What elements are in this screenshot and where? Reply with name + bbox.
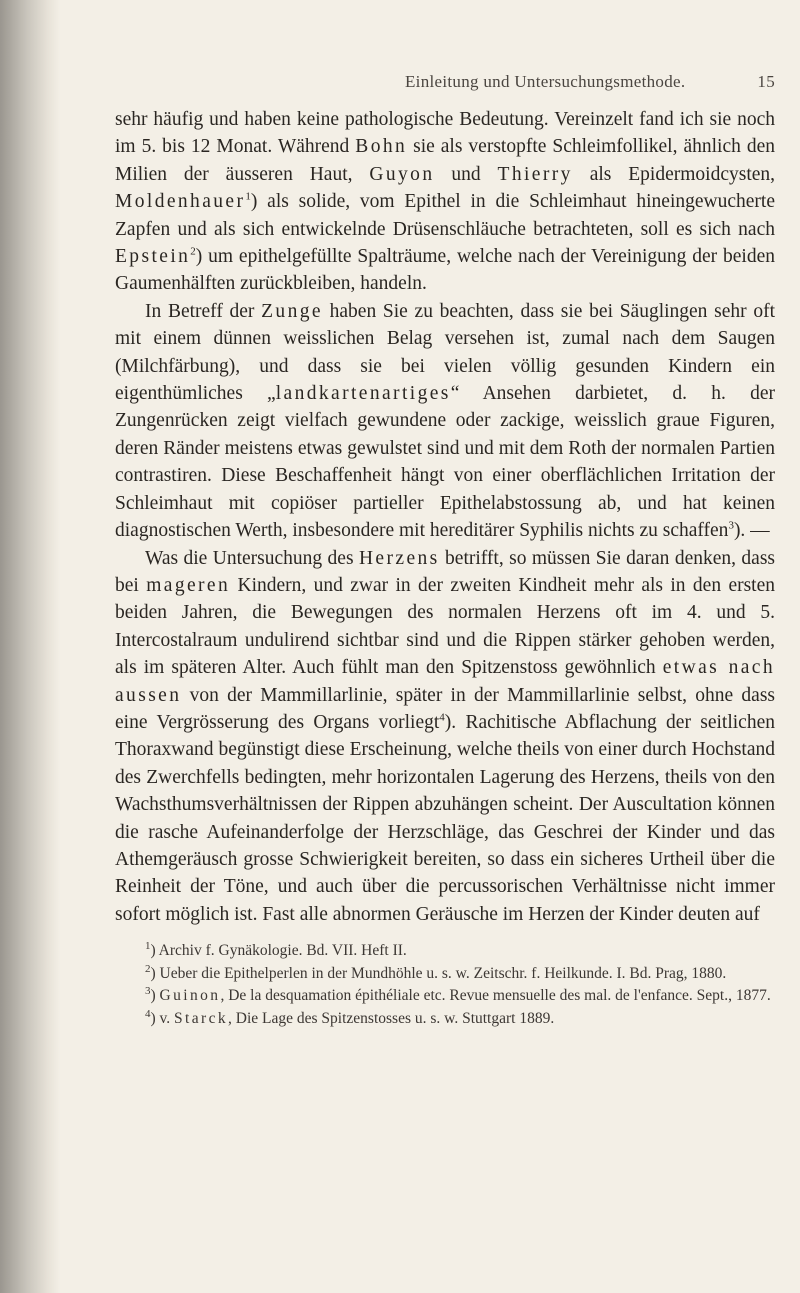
footnote-number: 3: [145, 985, 151, 998]
paragraph: [115, 545, 775, 929]
spaced-emphasis: Guyon: [369, 163, 435, 185]
footnote-number: 4: [145, 1007, 151, 1020]
footnote: [115, 1008, 775, 1031]
footnote-text: ): [150, 987, 160, 1005]
spaced-emphasis: etwas nach aussen: [115, 657, 775, 706]
text-run: Was die Untersuchung des: [145, 547, 359, 569]
page-gutter-shadow: [0, 0, 60, 1293]
text-run: haben Sie zu beachten, dass sie bei Säuglingen sehr oft mit einem dünnen weisslichen Belag versehen ist, zumal nach dem Saugen (Milchfärbung), und dass sie bei vielen völlig gesunden Kindern ein eigenthümliches „: [115, 300, 775, 405]
footnotes: [115, 940, 775, 1030]
footnote: [115, 985, 775, 1008]
footnote: [115, 963, 775, 986]
spaced-emphasis: Bohn: [355, 136, 408, 158]
spaced-emphasis: mageren: [146, 574, 231, 596]
page-number: 15: [757, 72, 775, 91]
footnote-number: 1: [145, 940, 151, 953]
paragraph: [115, 106, 775, 298]
spaced-emphasis: Herzens: [358, 547, 440, 569]
footnote-ref: 1: [245, 190, 251, 203]
spaced-emphasis: Starck: [174, 1009, 229, 1027]
text-run: sehr häufig und haben keine pathologische Bedeutung. Vereinzelt fand ich sie noch im 5. bis 12 Monat. Während: [115, 109, 775, 158]
footnote: [115, 940, 775, 963]
book-page: [115, 72, 775, 1030]
footnote-text: ) Archiv f. Gynäkologie. Bd. VII. Heft II.: [150, 942, 407, 960]
footnote-text: , De la desquamation épithéliale etc. Revue mensuelle des mal. de l'enfance. Sept., 1877.: [220, 987, 771, 1005]
text-run: ) als solide, vom Epithel in die Schleimhaut hineingewucherte Zapfen und als sich entwickelnde Drüsenschläuche betrachteten, soll es sich nach: [115, 191, 775, 240]
text-run: “ Ansehen darbietet, d. h. der Zungenrücken zeigt vielfach gewundene oder zackige, weisslich graue Figuren, deren Ränder meistens etwas gewulstet sind und mit dem Roth der normalen Partien contrastiren. Diese Beschaffenheit hängt von einer oberflächlichen Irritation der Schleimhaut mit copiöser partieller Epithelabstossung ab, und hat keinen diagnostischen Werth, insbesondere mit hereditärer Syphilis nichts zu schaffen: [115, 383, 776, 542]
running-title: Einleitung und Untersuchungsmethode.: [405, 72, 686, 91]
running-header: [115, 72, 775, 92]
text-run: betrifft, so müssen Sie daran denken, dass bei: [115, 547, 776, 596]
footnote-text: ) v.: [150, 1009, 175, 1027]
spaced-emphasis: Epstein: [115, 246, 191, 268]
spaced-emphasis: Guinon: [159, 987, 221, 1005]
spaced-emphasis: Moldenhauer: [115, 191, 246, 213]
footnote-ref: 4: [439, 711, 445, 724]
text-run: sie als verstopfte Schleimfollikel, ähnlich den Milien der äusseren Haut,: [115, 136, 775, 185]
text-run: und: [434, 163, 498, 185]
text-run: ). Rachitische Abflachung der seitlichen Thoraxwand begünstigt diese Erscheinung, welche theils von einer durch Hochstand des Zwerchfells bedingten, mehr horizontalen Lagerung des Herzens, theils von den Wachsthumsverhältnissen der Rippen abzuhängen scheint. Der Auscultation können die rasche Aufeinanderfolge der Herzschläge, das Geschrei der Kinder und das Athemgeräusch grosse Schwierigkeit bereiten, so dass ein sicheres Urtheil über die Reinheit der Töne, und auch über die percussorischen Verhältnisse nicht immer sofort möglich ist. Fast alle abnormen Geräusche im Herzen der Kinder deuten auf: [115, 711, 775, 925]
footnote-number: 2: [145, 962, 151, 975]
spaced-emphasis: Zunge: [261, 300, 323, 322]
footnote-ref: 3: [728, 519, 734, 532]
text-run: als Epidermoidcysten,: [572, 163, 776, 185]
text-run: Kindern, und zwar in der zweiten Kindheit mehr als in den ersten beiden Jahren, die Bewegungen des normalen Herzens oft im 4. und 5. Intercostalraum undulirend sichtbar sind und die Rippen stärker gehoben werden, als im späteren Alter. Auch fühlt man den Spitzenstoss gewöhnlich: [115, 574, 775, 679]
text-run: von der Mammillarlinie, später in der Mammillarlinie selbst, ohne dass eine Vergrösserung des Organs vorliegt: [115, 684, 775, 733]
footnote-text: , Die Lage des Spitzenstosses u. s. w. Stuttgart 1889.: [228, 1009, 555, 1027]
footnote-text: ) Ueber die Epithelperlen in der Mundhöhle u. s. w. Zeitschr. f. Heilkunde. I. Bd. Prag, 1880.: [150, 964, 727, 982]
text-run: In Betreff der: [145, 300, 262, 322]
body-text: [115, 106, 775, 928]
spaced-emphasis: Thierry: [497, 163, 573, 185]
paragraph: [115, 298, 775, 545]
text-run: ) um epithelgefüllte Spalträume, welche nach der Vereinigung der beiden Gaumenhälften zurückbleiben, handeln.: [115, 246, 775, 295]
footnote-ref: 2: [190, 245, 196, 258]
spaced-emphasis: landkartenartiges: [275, 383, 451, 405]
text-run: ). —: [733, 520, 770, 542]
